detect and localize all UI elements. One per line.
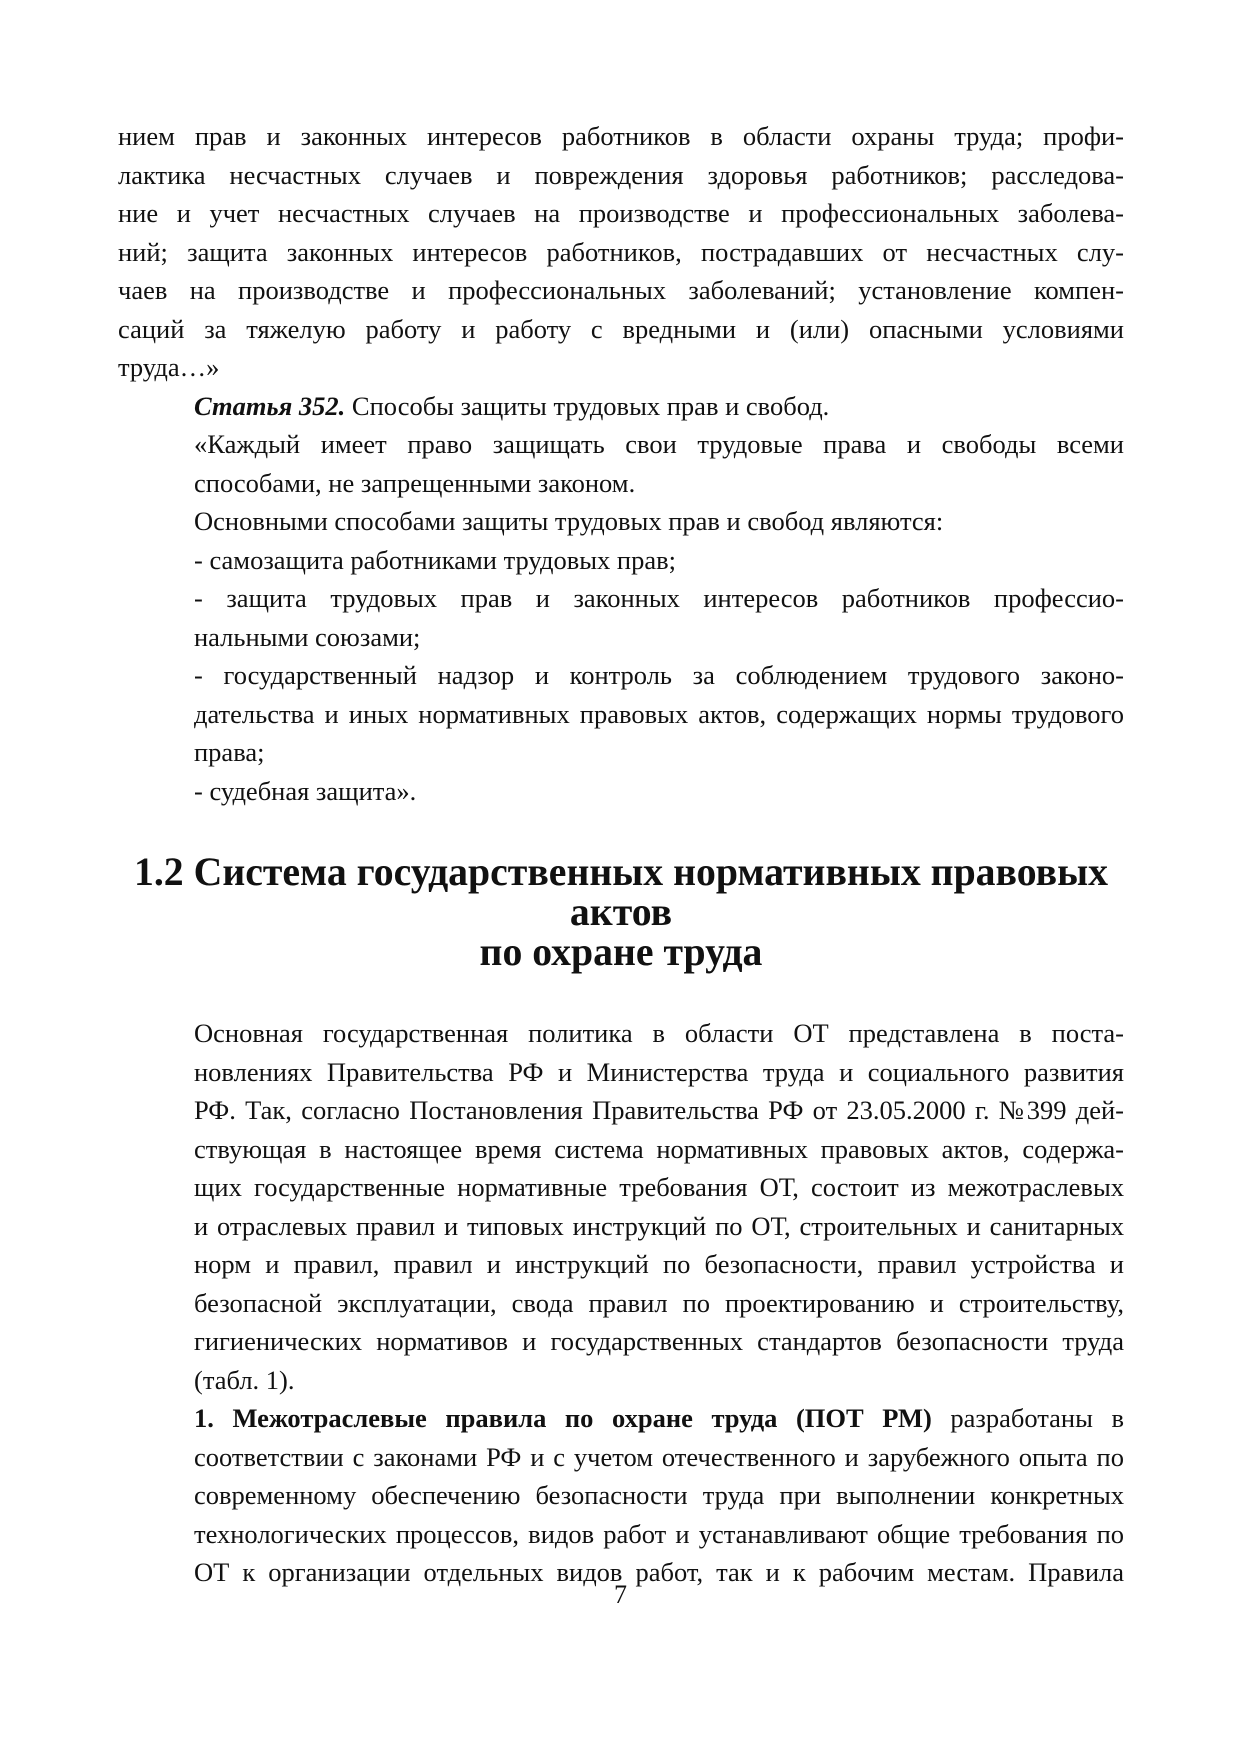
policy-paragraph (118, 1014, 1124, 1399)
quote-paragraph (118, 425, 1124, 502)
method-item-state-supervision (118, 656, 1124, 772)
text-line: способами, не запрещенными законом. (194, 467, 636, 498)
heading-line: 1.2 Система государственных нормативных правовых актов (133, 850, 1109, 934)
method-item-trade-unions (118, 579, 1124, 656)
text-line: - защита трудовых прав и законных интересов работников профессио- (194, 583, 1124, 613)
page-body (118, 117, 1124, 1592)
article-label: Статья 352. (194, 390, 346, 421)
rules-bold-label: 1. Межотраслевые правила по охране труда (ПОТ РМ) (194, 1403, 932, 1433)
spacer (118, 810, 1124, 852)
article-352-heading (118, 387, 1124, 426)
text-line: права; (194, 737, 265, 767)
text-line: чаев на производстве и профессиональных заболеваний; установление компен- (118, 275, 1124, 305)
text-line: современному обеспечению безопасности труда при выполнении конкретных (194, 1480, 1124, 1510)
text-line: Основная государственная политика в области ОТ представлена в поста- (194, 1018, 1124, 1048)
text-line: «Каждый имеет право защищать свои трудовые права и свободы всеми (194, 429, 1124, 459)
page-number: 7 (614, 1580, 627, 1609)
text-line: РФ. Так, согласно Постановления Правительства РФ от 23.05.2000 г. №399 дей- (194, 1095, 1124, 1125)
text-line: соответствии с законами РФ и с учетом отечественного и зарубежного опыта по (194, 1441, 1124, 1472)
article-title: Способы защиты трудовых прав и свобод. (345, 390, 830, 421)
interindustry-rules-paragraph (118, 1399, 1124, 1592)
text-line: труда…» (118, 352, 220, 382)
text-line: безопасной эксплуатации, свода правил по проектированию и строительству, (194, 1287, 1124, 1318)
text-line: гигиенических нормативов и государственных стандартов безопасности труда (194, 1326, 1124, 1356)
text-line: ний; защита законных интересов работников, пострадавших от несчастных слу- (118, 236, 1124, 267)
text-line: дательства и иных нормативных правовых актов, содержащих нормы трудового (194, 698, 1124, 729)
spacer (118, 972, 1124, 1014)
text-line: ОТ к организации отдельных видов работ, так и к рабочим местам. Правила (194, 1557, 1124, 1587)
method-item-self-defense: - самозащита работниками трудовых прав; (194, 544, 676, 575)
text-line: щих государственные нормативные требования ОТ, состоит из межотраслевых (194, 1172, 1124, 1202)
text-line: - государственный надзор и контроль за соблюдением трудового законо- (194, 660, 1124, 690)
text-line: нальными союзами; (194, 621, 421, 652)
text-line: саций за тяжелую работу и работу с вредными и (или) опасными условиями (118, 313, 1124, 344)
section-heading (118, 852, 1124, 972)
text-line: ние и учет несчастных случаев на производстве и профессиональных заболева- (118, 198, 1124, 228)
methods-intro: Основными способами защиты трудовых прав и свобод являются: (194, 506, 944, 536)
text-line: и отраслевых правил и типовых инструкций по ОТ, строительных и санитарных (194, 1210, 1124, 1241)
text-line: норм и правил, правил и инструкций по безопасности, правил устройства и (194, 1249, 1124, 1279)
text-line: лактика несчастных случаев и повреждения здоровья работников; расследова- (118, 159, 1124, 190)
heading-line: по охране труда (479, 930, 763, 974)
method-item-judicial: - судебная защита». (194, 775, 417, 806)
text-line (118, 1399, 1124, 1438)
text-line: новлениях Правительства РФ и Министерства труда и социального развития (194, 1056, 1124, 1087)
rules-first-line-rest: разработаны в (931, 1403, 1125, 1433)
text-line: (табл. 1). (194, 1364, 295, 1395)
text-line: нием прав и законных интересов работников в области охраны труда; профи- (118, 121, 1124, 151)
intro-paragraph (118, 117, 1124, 387)
text-line: ствующая в настоящее время система нормативных правовых актов, содержа- (194, 1133, 1124, 1164)
text-line: технологических процессов, видов работ и устанавливают общие требования по (194, 1518, 1124, 1549)
